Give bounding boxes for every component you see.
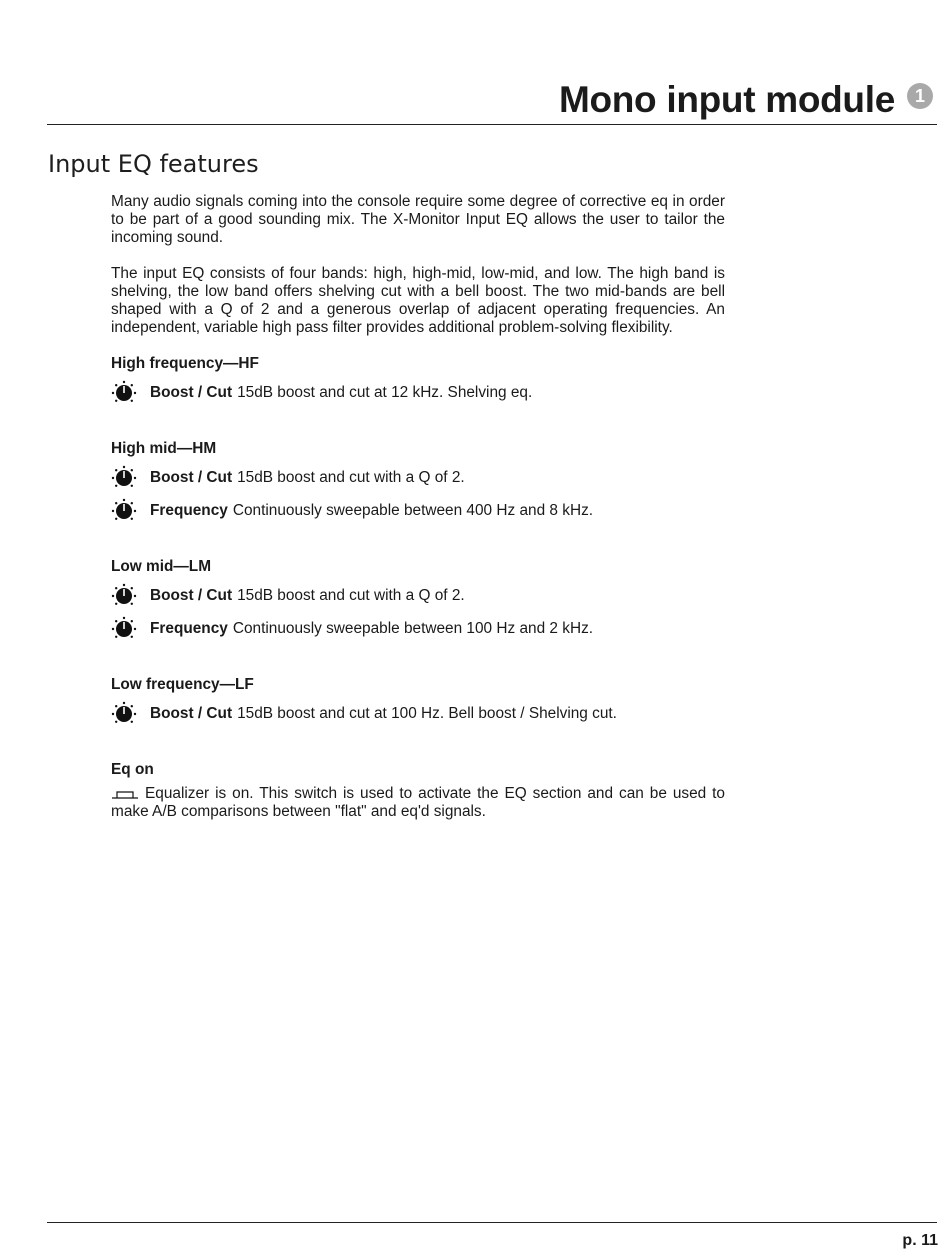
footer-rule xyxy=(47,1222,937,1223)
feature-description: Continuously sweepable between 100 Hz and 2 kHz. xyxy=(232,620,594,637)
feature-label: Boost / Cut xyxy=(150,469,233,486)
feature-description: 15dB boost and cut with a Q of 2. xyxy=(237,587,465,604)
feature-row xyxy=(111,499,725,523)
feature-row xyxy=(111,617,725,641)
feature-row xyxy=(111,702,725,726)
feature-row xyxy=(111,466,725,490)
intro-paragraph-1: Many audio signals coming into the console require some degree of corrective eq in order to be part of a good sounding mix. The X-Monitor Input EQ allows the user to tailor the incoming sound. xyxy=(111,193,725,246)
band-lf xyxy=(111,676,725,726)
feature-description: 15dB boost and cut with a Q of 2. xyxy=(237,469,465,486)
rotary-knob-icon xyxy=(111,380,137,406)
band-heading: Eq on xyxy=(111,761,154,778)
band-heading: Low mid—LM xyxy=(111,558,212,575)
content xyxy=(111,193,725,821)
feature-label: Boost / Cut xyxy=(150,587,233,604)
section-title: Input EQ features xyxy=(48,150,259,178)
feature-description: Continuously sweepable between 400 Hz and 8 kHz. xyxy=(232,502,594,519)
eq-on-text: Equalizer is on. This switch is used to activate the EQ section and can be used to make A/B comparisons between "flat" and eq'd signals. xyxy=(111,785,725,820)
page-title: Mono input module xyxy=(558,79,895,120)
push-switch-icon xyxy=(111,789,139,799)
feature-row xyxy=(111,584,725,608)
page-header xyxy=(47,78,937,125)
feature-description: 15dB boost and cut at 100 Hz. Bell boost / Shelving cut. xyxy=(237,705,617,722)
intro-paragraph-2: The input EQ consists of four bands: high, high-mid, low-mid, and low. The high band is shelving, the low band offers shelving cut with a bell boost. The two mid-bands are bell shaped with a Q of 2 and a generous overlap of adjacent operating frequencies. An independent, variable high pass filter provides additional problem-solving flexibility. xyxy=(111,265,725,336)
rotary-knob-icon xyxy=(111,701,137,727)
feature-label: Boost / Cut xyxy=(150,384,233,401)
feature-label: Boost / Cut xyxy=(150,705,233,722)
rotary-knob-icon xyxy=(111,583,137,609)
rotary-knob-icon xyxy=(111,616,137,642)
feature-label: Frequency xyxy=(150,620,228,637)
band-hf xyxy=(111,355,725,405)
eq-on-description xyxy=(111,785,725,821)
page-number: p. 11 xyxy=(902,1232,938,1249)
chapter-badge: 1 xyxy=(907,83,933,109)
band-heading: Low frequency—LF xyxy=(111,676,254,693)
feature-row xyxy=(111,381,725,405)
band-heading: High mid—HM xyxy=(111,440,217,457)
feature-label: Frequency xyxy=(150,502,228,519)
band-hm xyxy=(111,440,725,523)
eq-on-section xyxy=(111,761,725,821)
feature-description: 15dB boost and cut at 12 kHz. Shelving eq. xyxy=(237,384,533,401)
band-heading: High frequency—HF xyxy=(111,355,259,372)
rotary-knob-icon xyxy=(111,498,137,524)
band-lm xyxy=(111,558,725,641)
rotary-knob-icon xyxy=(111,465,137,491)
